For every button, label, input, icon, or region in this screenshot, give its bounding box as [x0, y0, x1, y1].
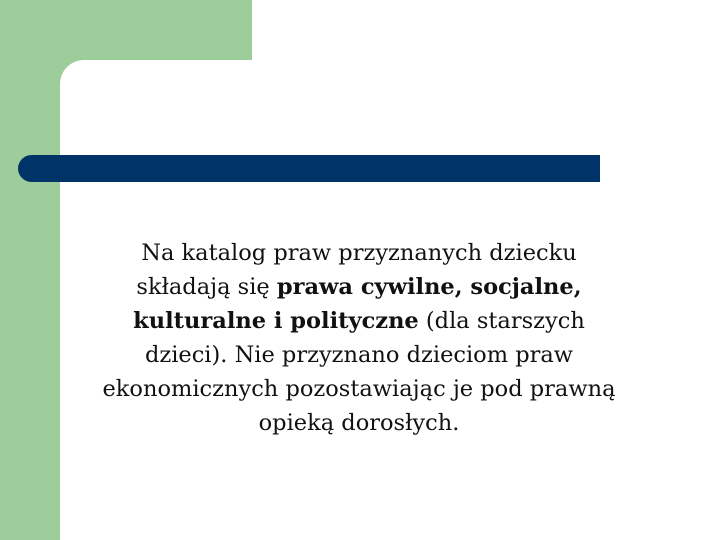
body-text-bold: prawa cywilne, socjalne, kulturalne i polityczne: [133, 274, 582, 334]
title-bar: [18, 155, 600, 182]
body-text-part1: Na katalog praw przyznanych dziecku składają się: [136, 240, 577, 300]
body-text-part2: (dla starszych dzieci). Nie przyznano dzieciom praw ekonomicznych pozostawiając je pod prawną opieką dorosłych.: [102, 308, 616, 436]
slide-body-text: [100, 236, 618, 440]
